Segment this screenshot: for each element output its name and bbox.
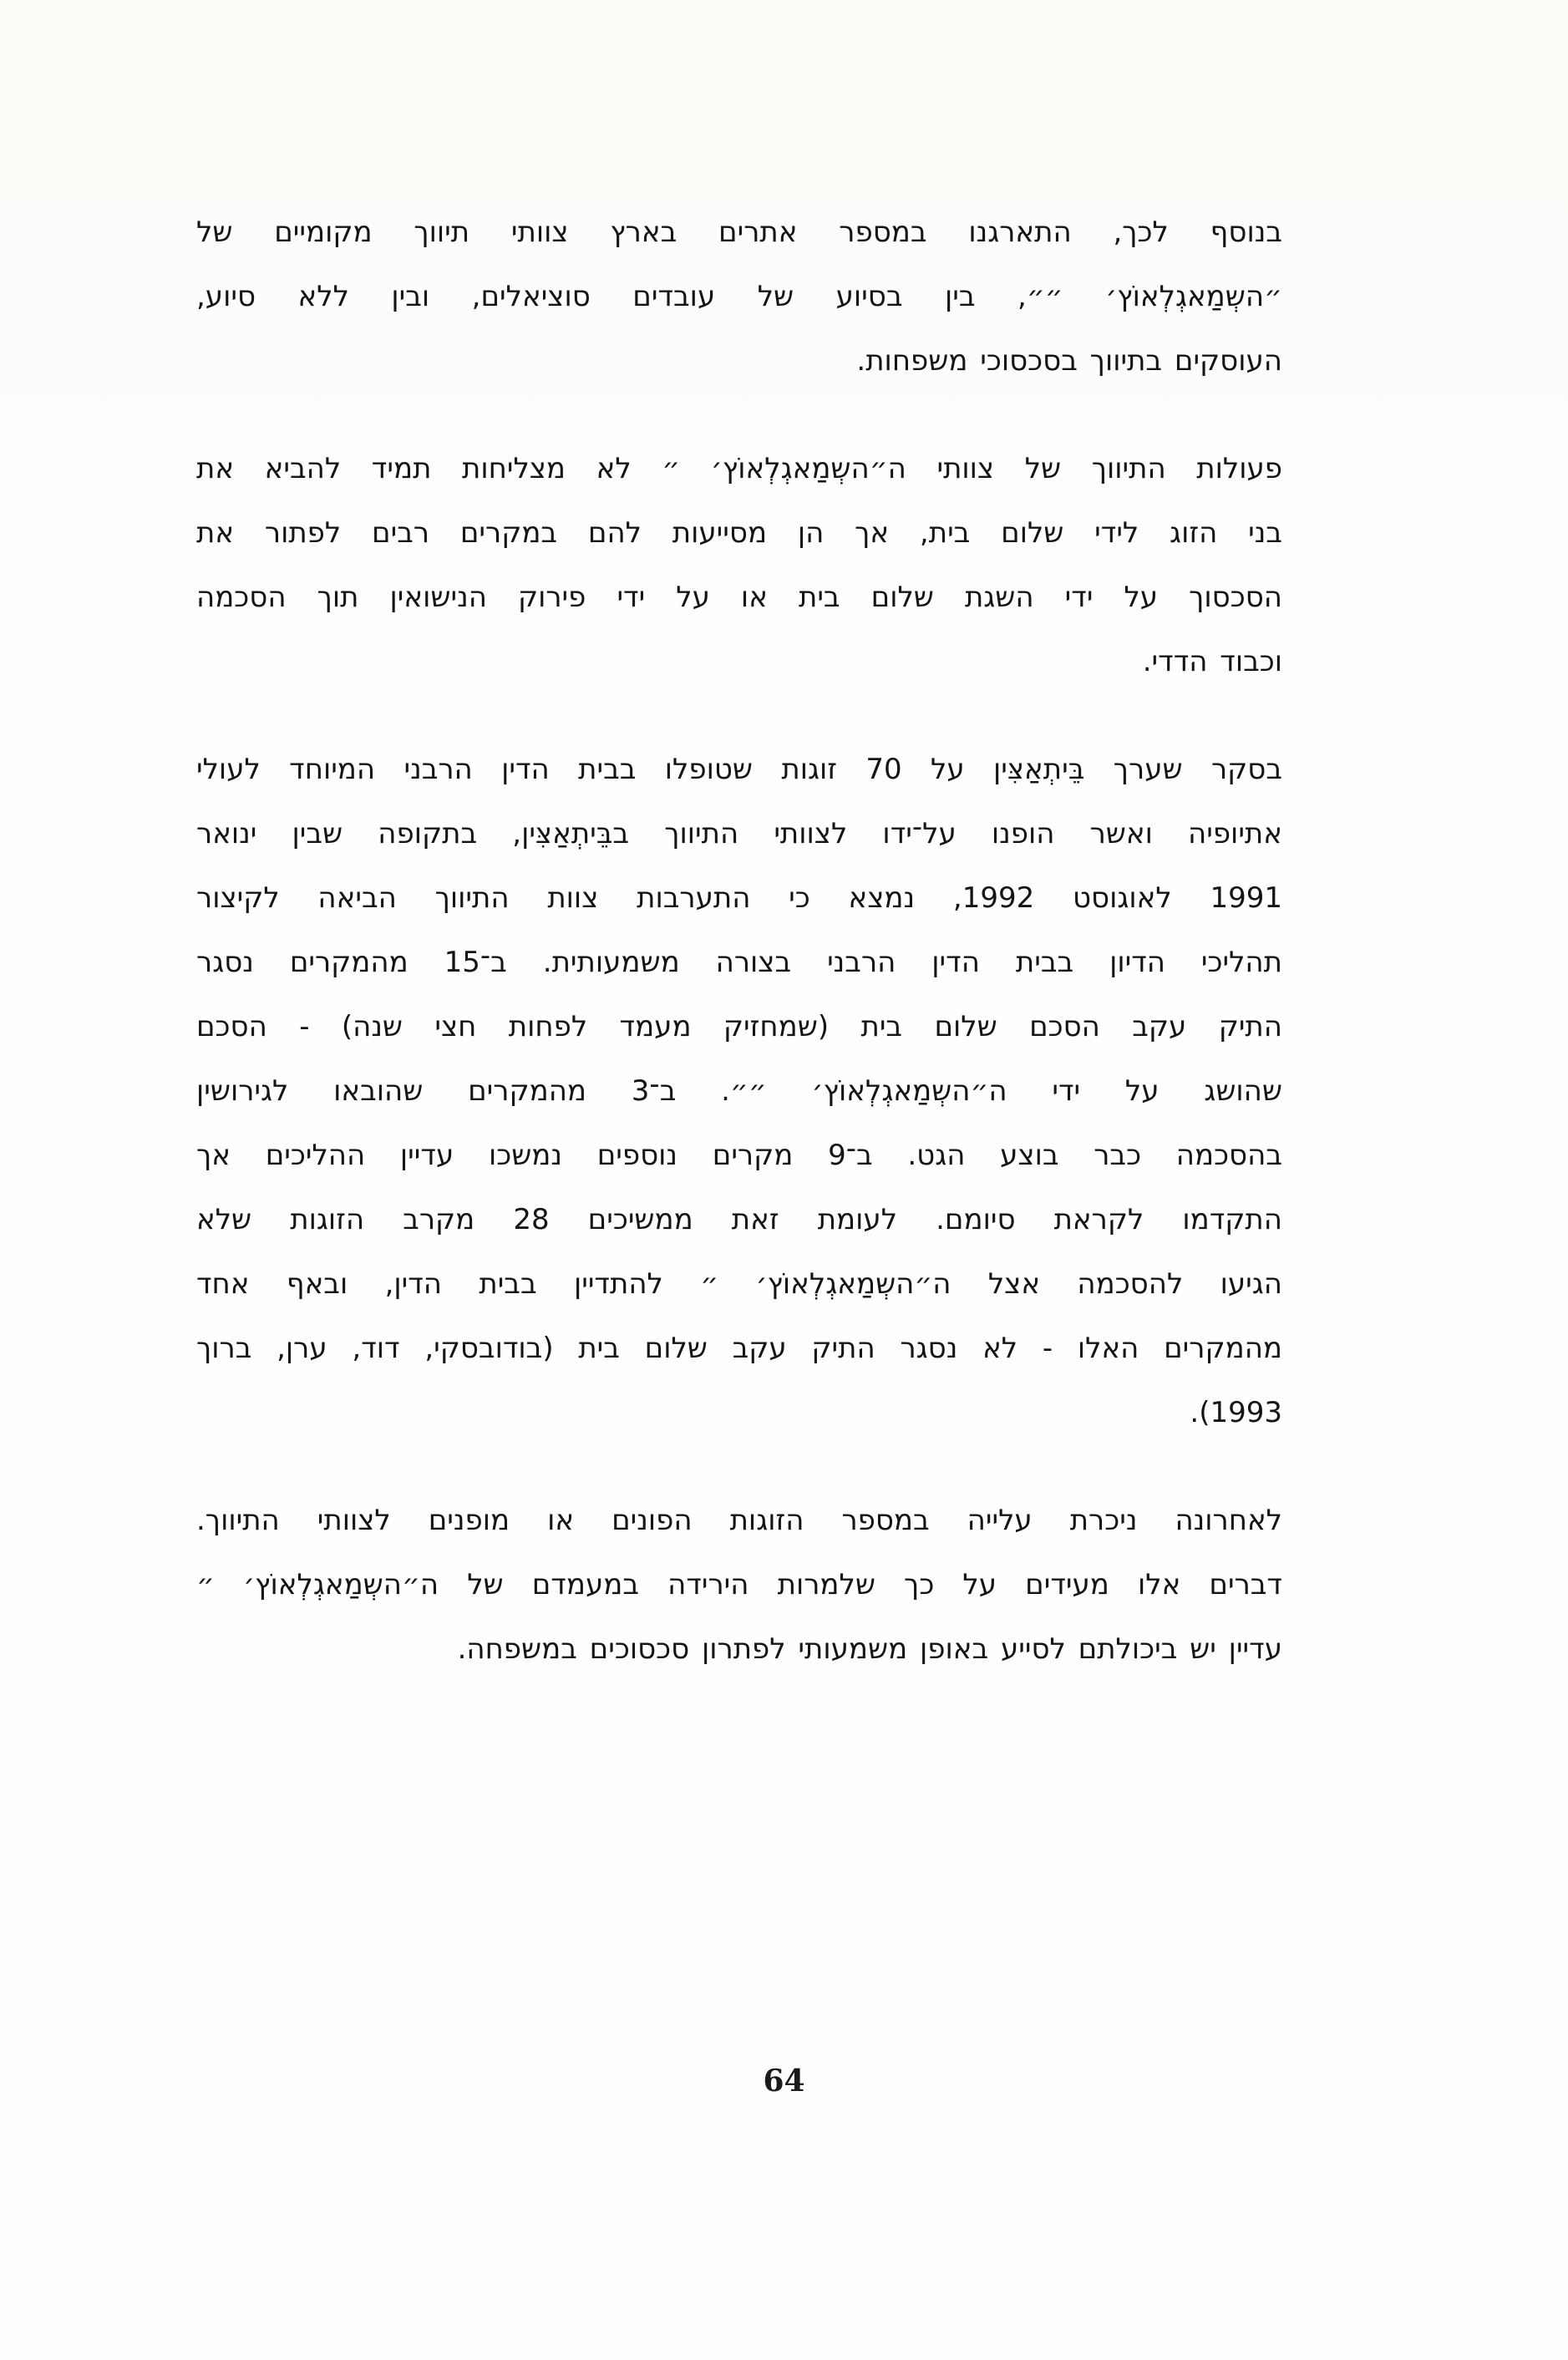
text-line: וכבוד הדדי. (1142, 645, 1282, 678)
text-line: העוסקים בתיווך בסכסוכי משפחות. (856, 344, 1282, 378)
text-line: ״השְמַאגְלְאוֹץ׳ ״״, בין בסיוע של עובדים סוציאלים, ובין ללא סיוע, (196, 280, 1282, 313)
text-line: עדיין יש ביכולתם לסייע באופן משמעותי לפתרון סכסוכים במשפחה. (457, 1632, 1282, 1666)
text-line: הסכסוך על ידי השגת שלום בית או על ידי פירוק הנישואין תוך הסכמה (196, 581, 1282, 614)
paragraph-4 (196, 1489, 1282, 1682)
text-line: התקדמו לקראת סיומם. לעומת זאת ממשיכים 28 מקרב הזוגות שלא (196, 1203, 1282, 1236)
text-line: מהמקרים האלו - לא נסגר התיק עקב שלום בית (בודובסקי, דוד, ערן, ברוך (196, 1332, 1282, 1365)
text-line: התיק עקב הסכם שלום בית (שמחזיק מעמד לפחות חצי שנה) - הסכם (196, 1010, 1282, 1043)
text-line: פעולות התיווך של צוותי ה״השְמַאגְלְאוֹץ׳ ״ לא מצליחות תמיד להביא את (196, 452, 1282, 485)
text-line: 1993). (1190, 1396, 1282, 1429)
paragraph-3 (196, 738, 1282, 1445)
text-line: הגיעו להסכמה אצל ה״השְמַאגְלְאוֹץ׳ ״ להתדיין בבית הדין, ובאף אחד (196, 1267, 1282, 1301)
text-line: 1991 לאוגוסט 1992, נמצא כי התערבות צוות התיווך הביאה לקיצור (196, 881, 1282, 915)
text-line: בנוסף לכך, התארגנו במספר אתרים בארץ צוותי תיווך מקומיים של (196, 216, 1282, 249)
body-text (196, 200, 1282, 1725)
page-number: 64 (763, 2063, 805, 2099)
text-line: בסקר שערך בֵּיתְאַצִּין על 70 זוגות שטופלו בבית הדין הרבני המיוחד לעולי (196, 753, 1282, 786)
text-line: בני הזוג לידי שלום בית, אך הן מסייעות להם במקרים רבים לפתור את (196, 516, 1282, 550)
paragraph-1 (196, 200, 1282, 393)
text-line: שהושג על ידי ה״השְמַאגְלְאוֹץ׳ ״״. ב־3 מהמקרים שהובאו לגירושין (196, 1074, 1282, 1108)
text-line: לאחרונה ניכרת עלייה במספר הזוגות הפונים או מופנים לצוותי התיווך. (196, 1504, 1282, 1537)
text-line: תהליכי הדיון בבית הדין הרבני בצורה משמעותית. ב־15 מהמקרים נסגר (196, 946, 1282, 979)
text-line: אתיופיה ואשר הופנו על־ידו לצוותי התיווך בבֵּיתְאַצִּין, בתקופה שבין ינואר (196, 817, 1282, 850)
paragraph-2 (196, 437, 1282, 694)
text-line: דברים אלו מעידים על כך שלמרות הירידה במעמדם של ה״השְמַאגְלְאוֹץ׳ ״ (196, 1568, 1282, 1601)
text-line: בהסכמה כבר בוצע הגט. ב־9 מקרים נוספים נמשכו עדיין ההליכים אך (196, 1139, 1282, 1172)
